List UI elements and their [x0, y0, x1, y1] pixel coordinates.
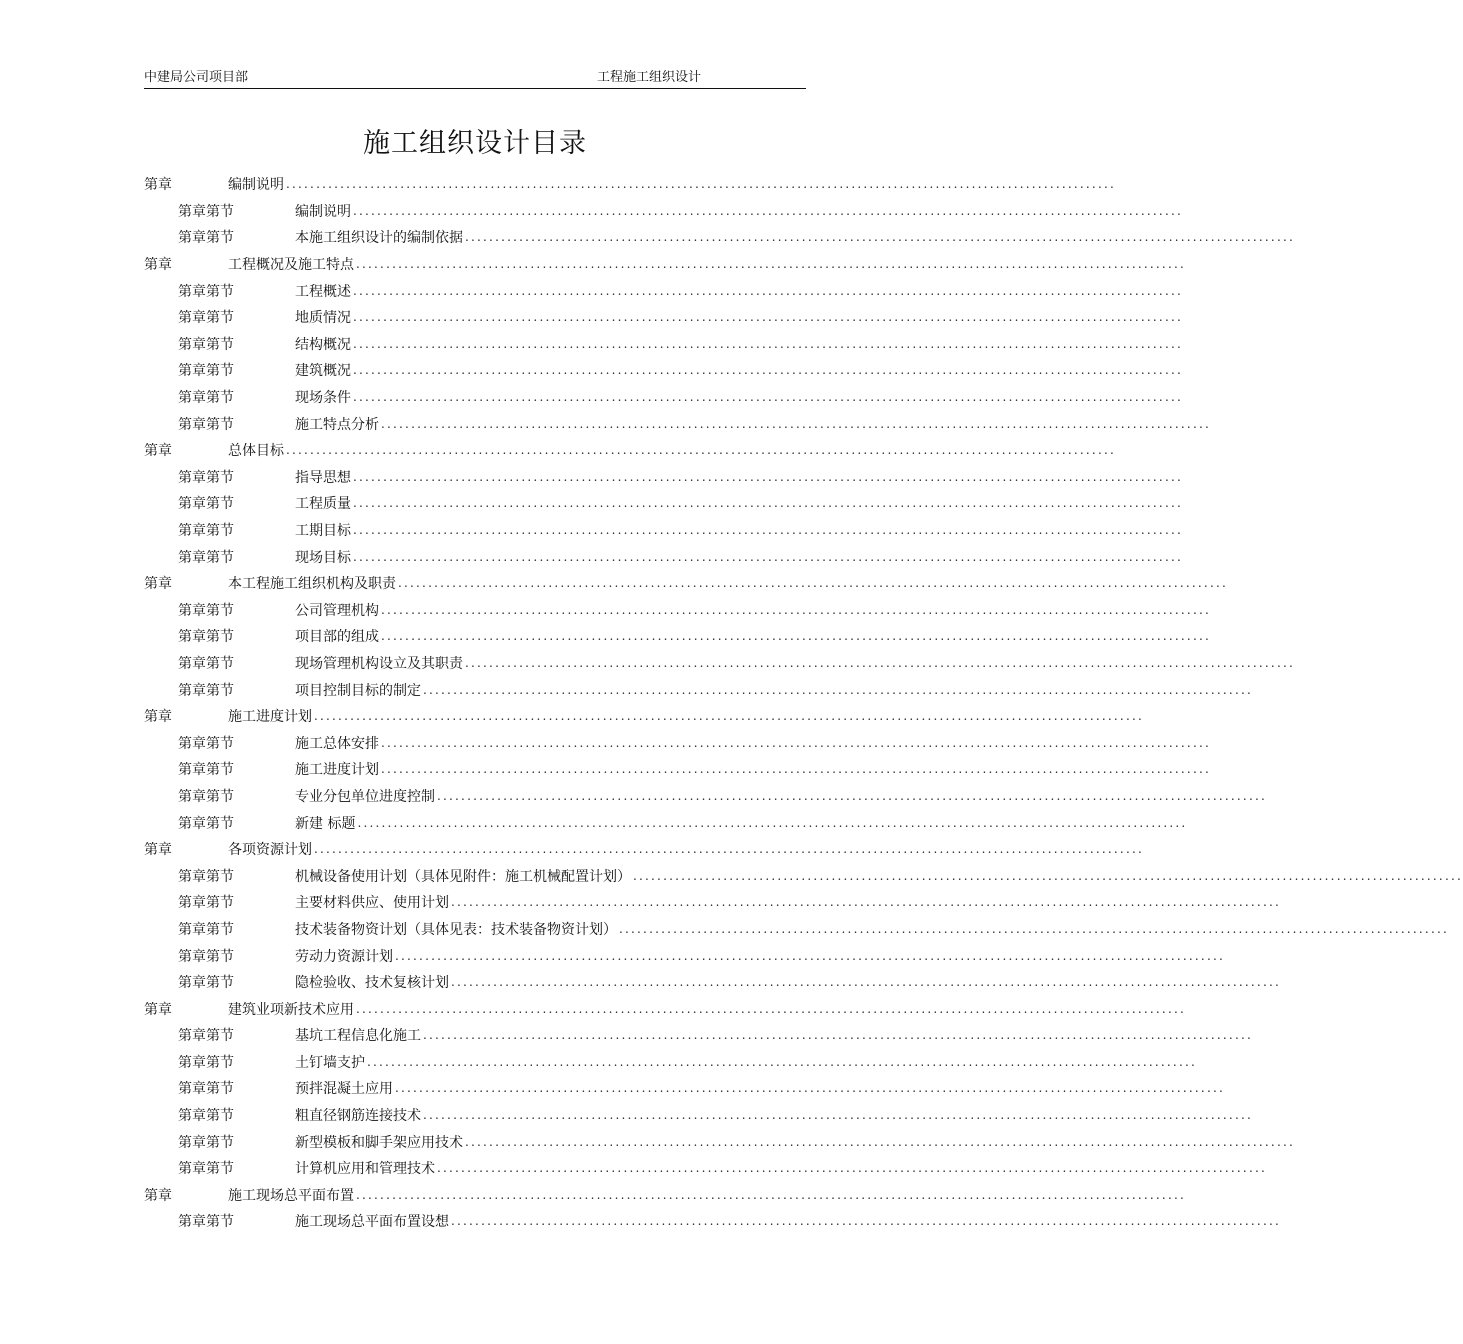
- toc-entry-title: 总体目标: [228, 443, 284, 460]
- toc-entry-title: 施工进度计划: [228, 709, 312, 726]
- toc-dot-leader: ..........................................................................................................................................: [353, 390, 1183, 405]
- toc-dot-leader: ..........................................................................................................................................: [465, 655, 1295, 670]
- toc-entry-number: 第章第节: [178, 921, 234, 938]
- toc-entry-number: 第章第节: [178, 602, 234, 619]
- toc-section-entry[interactable]: [144, 490, 1183, 517]
- toc-dot-leader: ..........................................................................................................................................: [314, 709, 1144, 724]
- toc-entry-number: 第章第节: [178, 895, 234, 912]
- toc-section-entry[interactable]: [144, 676, 1253, 703]
- toc-entry-number: 第章第节: [178, 416, 234, 433]
- toc-entry-title: 技术装备物资计划（具体见表：技术装备物资计划）: [295, 921, 617, 938]
- toc-section-entry[interactable]: [144, 942, 1225, 969]
- toc-entry-title: 隐检验收、技术复核计划: [295, 975, 449, 992]
- toc-dot-leader: ..........................................................................................................................................: [367, 1054, 1197, 1069]
- toc-dot-leader: ..........................................................................................................................................: [423, 1108, 1253, 1123]
- toc-section-entry[interactable]: [144, 517, 1183, 544]
- toc-entry-title: 专业分包单位进度控制: [295, 788, 435, 805]
- toc-entry-number: 第章第节: [178, 1161, 234, 1178]
- toc-entry-number: 第章第节: [178, 523, 234, 540]
- toc-entry-number: 第章: [144, 709, 172, 726]
- toc-entry-number: 第章: [144, 1187, 172, 1204]
- toc-chapter-entry[interactable]: [144, 437, 1116, 464]
- toc-dot-leader: ..........................................................................................................................................: [353, 310, 1183, 325]
- toc-dot-leader: ..........................................................................................................................................: [314, 842, 1144, 857]
- toc-section-entry[interactable]: [144, 224, 1295, 251]
- toc-section-entry[interactable]: [144, 809, 1188, 836]
- toc-dot-leader: ..........................................................................................................................................: [395, 948, 1225, 963]
- toc-section-entry[interactable]: [144, 729, 1211, 756]
- toc-entry-title: 新建 标题: [295, 815, 356, 832]
- toc-dot-leader: ..........................................................................................................................................: [381, 629, 1211, 644]
- toc-chapter-entry[interactable]: [144, 251, 1186, 278]
- toc-entry-number: 第章第节: [178, 469, 234, 486]
- toc-section-entry[interactable]: [144, 543, 1183, 570]
- toc-entry-title: 劳动力资源计划: [295, 948, 393, 965]
- toc-entry-title: 工程概述: [295, 283, 351, 300]
- toc-entry-title: 现场目标: [295, 549, 351, 566]
- toc-dot-leader: ..........................................................................................................................................: [356, 1187, 1186, 1202]
- toc-entry-title: 各项资源计划: [228, 842, 312, 859]
- toc-section-entry[interactable]: [144, 756, 1211, 783]
- toc-chapter-entry[interactable]: [144, 570, 1228, 597]
- toc-chapter-entry[interactable]: [144, 995, 1186, 1022]
- toc-dot-leader: ..........................................................................................................................................: [437, 788, 1267, 803]
- toc-entry-title: 机械设备使用计划（具体见附件：施工机械配置计划）: [295, 868, 631, 885]
- toc-entry-title: 指导思想: [295, 469, 351, 486]
- toc-section-entry[interactable]: [144, 357, 1183, 384]
- toc-dot-leader: ..........................................................................................................................................: [398, 576, 1228, 591]
- toc-entry-number: 第章第节: [178, 788, 234, 805]
- toc-dot-leader: ..........................................................................................................................................: [353, 496, 1183, 511]
- toc-entry-title: 建筑概况: [295, 363, 351, 380]
- toc-entry-title: 项目控制目标的制定: [295, 682, 421, 699]
- toc-entry-title: 计算机应用和管理技术: [295, 1161, 435, 1178]
- toc-entry-title: 项目部的组成: [295, 629, 379, 646]
- toc-dot-leader: ..........................................................................................................................................: [353, 523, 1183, 538]
- toc-entry-title: 施工现场总平面布置: [228, 1187, 354, 1204]
- toc-entry-number: 第章第节: [178, 203, 234, 220]
- toc-entry-number: 第章第节: [178, 363, 234, 380]
- toc-entry-number: 第章第节: [178, 336, 234, 353]
- toc-entry-number: 第章第节: [178, 975, 234, 992]
- toc-dot-leader: ..........................................................................................................................................: [381, 416, 1211, 431]
- toc-section-entry[interactable]: [144, 198, 1183, 225]
- toc-entry-number: 第章第节: [178, 496, 234, 513]
- toc-entry-number: 第章: [144, 576, 172, 593]
- toc-entry-title: 基坑工程信息化施工: [295, 1028, 421, 1045]
- toc-entry-number: 第章第节: [178, 948, 234, 965]
- toc-entry-title: 本施工组织设计的编制依据: [295, 230, 463, 247]
- toc-entry-number: 第章: [144, 443, 172, 460]
- toc-section-entry[interactable]: [144, 277, 1183, 304]
- toc-dot-leader: ..........................................................................................................................................: [619, 921, 1449, 936]
- toc-entry-number: 第章: [144, 1001, 172, 1018]
- toc-section-entry[interactable]: [144, 384, 1183, 411]
- toc-section-entry[interactable]: [144, 862, 1463, 889]
- toc-entry-number: 第章第节: [178, 655, 234, 672]
- toc-dot-leader: ..........................................................................................................................................: [423, 1028, 1253, 1043]
- toc-entry-title: 预拌混凝土应用: [295, 1081, 393, 1098]
- header-company: 中建局公司项目部: [144, 70, 249, 85]
- toc-dot-leader: ..........................................................................................................................................: [381, 762, 1211, 777]
- toc-section-entry[interactable]: [144, 464, 1183, 491]
- toc-entry-title: 工程概况及施工特点: [228, 257, 354, 274]
- toc-section-entry[interactable]: [144, 331, 1183, 358]
- toc-dot-leader: ..........................................................................................................................................: [353, 469, 1183, 484]
- toc-section-entry[interactable]: [144, 1075, 1225, 1102]
- toc-entry-number: 第章第节: [178, 1134, 234, 1151]
- toc-dot-leader: ..........................................................................................................................................: [353, 203, 1183, 218]
- toc-entry-title: 粗直径钢筋连接技术: [295, 1108, 421, 1125]
- toc-entry-number: 第章: [144, 177, 172, 194]
- toc-section-entry[interactable]: [144, 304, 1183, 331]
- toc-entry-title: 本工程施工组织机构及职责: [228, 576, 396, 593]
- toc-dot-leader: ..........................................................................................................................................: [286, 177, 1116, 192]
- toc-entry-title: 施工进度计划: [295, 762, 379, 779]
- toc-chapter-entry[interactable]: [144, 703, 1144, 730]
- toc-dot-leader: ..........................................................................................................................................: [451, 895, 1281, 910]
- toc-entry-number: 第章第节: [178, 1028, 234, 1045]
- toc-entry-number: 第章第节: [178, 735, 234, 752]
- toc-entry-title: 编制说明: [295, 203, 351, 220]
- toc-dot-leader: ..........................................................................................................................................: [286, 443, 1116, 458]
- toc-section-entry[interactable]: [144, 969, 1281, 996]
- toc-dot-leader: ..........................................................................................................................................: [451, 975, 1281, 990]
- toc-section-entry[interactable]: [144, 783, 1267, 810]
- table-of-contents: [144, 171, 1463, 1235]
- toc-entry-number: 第章第节: [178, 1108, 234, 1125]
- toc-entry-number: 第章第节: [178, 1214, 234, 1231]
- toc-section-entry[interactable]: [144, 1049, 1197, 1076]
- toc-entry-number: 第章第节: [178, 549, 234, 566]
- toc-entry-number: 第章: [144, 257, 172, 274]
- toc-entry-title: 施工现场总平面布置设想: [295, 1214, 449, 1231]
- toc-dot-leader: ..........................................................................................................................................: [633, 868, 1463, 883]
- toc-entry-number: 第章第节: [178, 1054, 234, 1071]
- toc-dot-leader: ..........................................................................................................................................: [437, 1161, 1267, 1176]
- toc-dot-leader: ..........................................................................................................................................: [423, 682, 1253, 697]
- toc-dot-leader: ..........................................................................................................................................: [465, 230, 1295, 245]
- toc-section-entry[interactable]: [144, 889, 1281, 916]
- toc-section-entry[interactable]: [144, 1022, 1253, 1049]
- toc-entry-number: 第章第节: [178, 815, 234, 832]
- toc-entry-number: 第章第节: [178, 230, 234, 247]
- toc-entry-title: 建筑业项新技术应用: [228, 1001, 354, 1018]
- toc-dot-leader: ..........................................................................................................................................: [356, 1001, 1186, 1016]
- toc-dot-leader: ..........................................................................................................................................: [357, 815, 1188, 830]
- toc-entry-number: 第章第节: [178, 390, 234, 407]
- toc-section-entry[interactable]: [144, 650, 1295, 677]
- toc-section-entry[interactable]: [144, 1208, 1281, 1235]
- toc-entry-number: 第章第节: [178, 629, 234, 646]
- toc-chapter-entry[interactable]: [144, 1182, 1186, 1209]
- toc-dot-leader: ..........................................................................................................................................: [353, 549, 1183, 564]
- toc-entry-title: 施工特点分析: [295, 416, 379, 433]
- toc-dot-leader: ..........................................................................................................................................: [451, 1214, 1281, 1229]
- toc-entry-number: 第章第节: [178, 1081, 234, 1098]
- toc-entry-title: 公司管理机构: [295, 602, 379, 619]
- toc-section-entry[interactable]: [144, 597, 1211, 624]
- toc-chapter-entry[interactable]: [144, 836, 1144, 863]
- page-title: 施工组织设计目录: [363, 128, 587, 159]
- toc-entry-title: 土钉墙支护: [295, 1054, 365, 1071]
- toc-section-entry[interactable]: [144, 916, 1449, 943]
- toc-dot-leader: ..........................................................................................................................................: [381, 735, 1211, 750]
- toc-section-entry[interactable]: [144, 1102, 1253, 1129]
- toc-dot-leader: ..........................................................................................................................................: [356, 257, 1186, 272]
- toc-section-entry[interactable]: [144, 623, 1211, 650]
- toc-entry-number: 第章: [144, 842, 172, 859]
- toc-entry-title: 地质情况: [295, 310, 351, 327]
- toc-entry-title: 工期目标: [295, 523, 351, 540]
- toc-entry-title: 主要材料供应、使用计划: [295, 895, 449, 912]
- toc-dot-leader: ..........................................................................................................................................: [353, 283, 1183, 298]
- toc-entry-number: 第章第节: [178, 283, 234, 300]
- toc-entry-title: 施工总体安排: [295, 735, 379, 752]
- toc-entry-title: 结构概况: [295, 336, 351, 353]
- toc-section-entry[interactable]: [144, 1128, 1295, 1155]
- toc-entry-title: 现场管理机构设立及其职责: [295, 655, 463, 672]
- header-doc-title: 工程施工组织设计: [597, 70, 702, 85]
- toc-entry-title: 工程质量: [295, 496, 351, 513]
- toc-entry-title: 编制说明: [228, 177, 284, 194]
- toc-entry-number: 第章第节: [178, 310, 234, 327]
- toc-entry-title: 现场条件: [295, 390, 351, 407]
- toc-dot-leader: ..........................................................................................................................................: [353, 363, 1183, 378]
- toc-section-entry[interactable]: [144, 1155, 1267, 1182]
- toc-dot-leader: ..........................................................................................................................................: [465, 1134, 1295, 1149]
- toc-chapter-entry[interactable]: [144, 171, 1116, 198]
- toc-section-entry[interactable]: [144, 410, 1211, 437]
- page-header: [144, 68, 806, 89]
- toc-dot-leader: ..........................................................................................................................................: [395, 1081, 1225, 1096]
- toc-dot-leader: ..........................................................................................................................................: [381, 602, 1211, 617]
- toc-entry-number: 第章第节: [178, 868, 234, 885]
- toc-entry-title: 新型模板和脚手架应用技术: [295, 1134, 463, 1151]
- toc-entry-number: 第章第节: [178, 762, 234, 779]
- toc-entry-number: 第章第节: [178, 682, 234, 699]
- toc-dot-leader: ..........................................................................................................................................: [353, 336, 1183, 351]
